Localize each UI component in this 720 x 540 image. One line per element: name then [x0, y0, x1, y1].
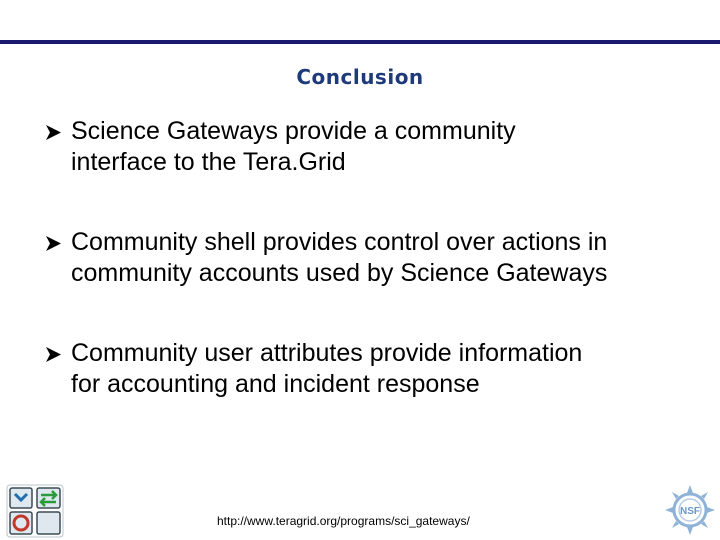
bullet-list: [46, 116, 696, 449]
arrow-bullet-icon: [46, 347, 61, 362]
bullet-item: [46, 227, 696, 289]
bullet-line: Community user attributes provide information: [71, 339, 583, 367]
header-rule: [0, 40, 720, 44]
slide-title: Conclusion: [296, 65, 424, 89]
arrow-bullet-icon: [46, 125, 61, 140]
svg-text:NSF: NSF: [680, 506, 700, 517]
bullet-line: for accounting and incident response: [71, 370, 480, 398]
bullet-line: interface to the Tera.Grid: [71, 148, 346, 176]
teragrid-logo-icon: [6, 484, 64, 538]
bullet-item: [46, 338, 696, 400]
footer-url-link[interactable]: http://www.teragrid.org/programs/sci_gateways/: [217, 514, 470, 528]
bullet-item: [46, 116, 696, 178]
bullet-line: Science Gateways provide a community: [71, 117, 516, 145]
arrow-bullet-icon: [46, 236, 61, 251]
bullet-line: Community shell provides control over actions in: [71, 228, 608, 256]
bullet-line: community accounts used by Science Gateways: [71, 259, 608, 287]
nsf-logo-icon: [664, 484, 716, 536]
